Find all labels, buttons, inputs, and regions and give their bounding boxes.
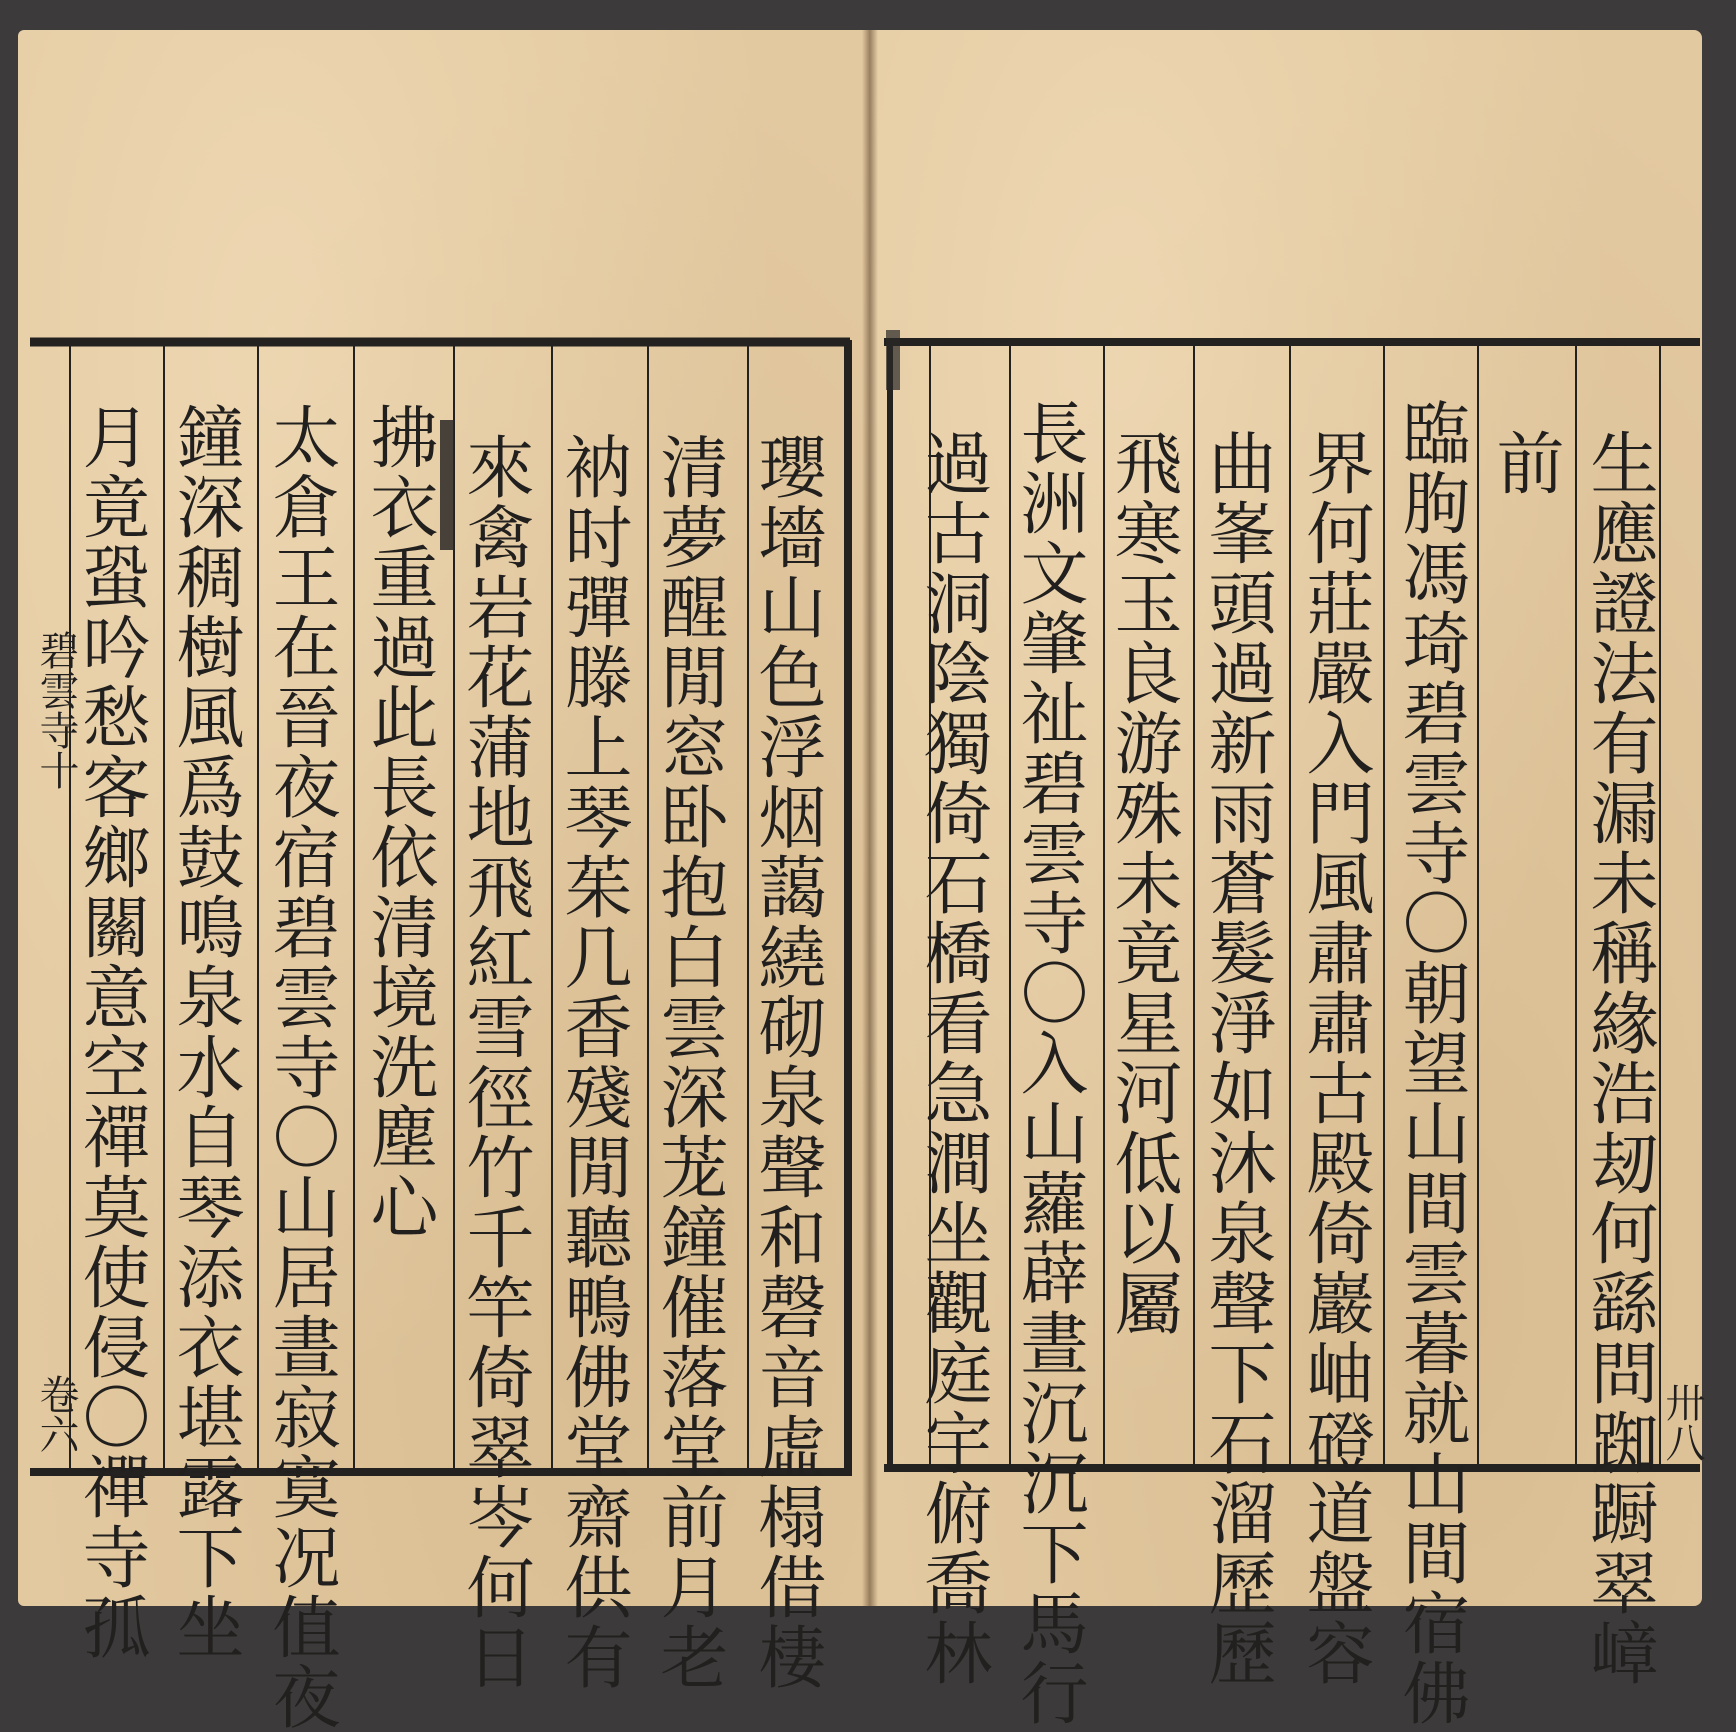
- folio-number: 卅八: [1659, 1382, 1705, 1462]
- text-column: 長洲文肇祉碧雲寺〇入山蘿薜晝沉沉下馬行: [1009, 398, 1088, 1728]
- text-column: 界何莊嚴入門風肅肅古殿倚巖岫磴道盤容: [1295, 428, 1374, 1688]
- text-column: 瓔墻山色浮烟藹繞砌泉聲和磬音虛榻借棲: [747, 432, 826, 1692]
- text-column: 飛寒玉良游殊未竟星河低以屬: [1103, 428, 1182, 1338]
- text-column: 過古洞陰獨倚石橋看急澗坐觀庭宇俯喬林: [913, 428, 992, 1688]
- running-title: 碧雲寺十: [33, 630, 79, 790]
- text-column: 鐘深稠樹風爲鼓鳴泉水自琴添衣堪露下坐: [165, 402, 244, 1662]
- text-column: 太倉王在晉夜宿碧雲寺〇山居晝寂寞况值夜: [261, 402, 340, 1732]
- text-column: 拂衣重過此長依清境洗塵心: [359, 402, 438, 1242]
- text-column: 月竟蛩吟愁客鄉關意空禪莫使侵〇禪寺孤: [71, 402, 150, 1662]
- ink-smudge: [886, 330, 900, 390]
- ink-smudge: [440, 420, 454, 550]
- text-column: 前: [1485, 428, 1564, 498]
- volume-number: 卷六: [33, 1374, 79, 1454]
- text-column: 臨朐馮琦碧雲寺〇朝望山間雲暮就山間宿佛: [1391, 398, 1470, 1728]
- text-column: 曲峯頭過新雨蒼髮淨如沐泉聲下石溜歷歷: [1197, 428, 1276, 1688]
- text-column: 衲时彈滕上琴茱几香殘閒聽鴨佛堂齋供有: [553, 432, 632, 1692]
- text-column: 來禽岩花蒲地飛紅雪徑竹千竿倚翠岑何日: [455, 432, 534, 1692]
- text-column: 生應證法有漏未稱緣浩刼何繇問踟蹰翠嶂: [1579, 428, 1658, 1688]
- text-column: 清夢醒閒窓卧抱白雲深茏鐘催落堂前月老: [649, 432, 728, 1692]
